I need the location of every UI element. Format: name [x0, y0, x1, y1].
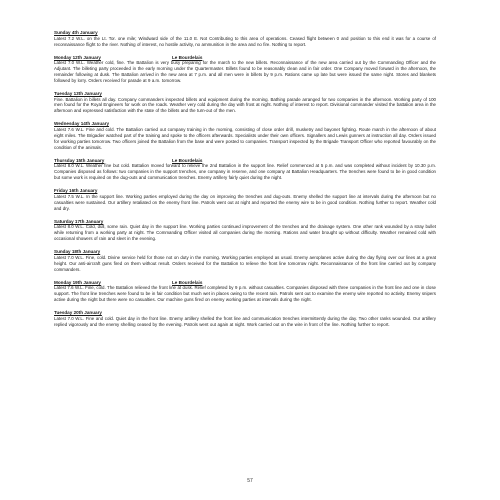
diary-entry	[54, 158, 436, 181]
diary-entry	[54, 121, 436, 150]
entry-text: Latest 8.0 W.L. Weather fine but cold. Battalion moved forward to relieve the 2nd Battalion in the support line. Relief commenced at 5 p.m. and was completed without incident by 10.30 p.m. Companies disposed as follows: two companies in the support trenches, one company in reserve, and one company at Battalion Headquarters. The trenches were found to be in good condition but some work is required on the dug-outs and communication trenches. Enemy artillery fairly quiet during the night.	[54, 163, 436, 181]
entry-date: Tuesday 13th January	[54, 90, 102, 96]
diary-body	[54, 30, 436, 335]
entry-date: Sunday 18th January	[54, 249, 101, 255]
entry-text: Fine. Battalion in billets all day. Company commanders inspected billets and equipment during the morning. Bathing parade arranged for two companies in the afternoon. Working party of 100 men found for the Royal Engineers for work on the roads. Weather very cold during the day with frost at night. Nothing of interest to report. Divisional commander visited the battalion area in the afternoon and expressed satisfaction with the state of the billets and the turn-out of the men.	[54, 96, 436, 114]
diary-entry	[54, 55, 436, 84]
entry-text: Latest 7.0 W.L. Fine and cold. Quiet day in the front line. Enemy artillery shelled the front line and communication trenches intermittently during the day. Two other ranks wounded. Our artillery replied vigorously and the enemy shelling ceased by the evening. Patrols went out again at night. Work carried out on the wire in front of the line. Nothing further to report.	[54, 315, 436, 327]
diary-entry	[54, 280, 436, 303]
entry-date: Wednesday 14th January	[54, 121, 110, 127]
entry-date: Monday 12th January	[54, 54, 101, 60]
diary-entry	[54, 30, 436, 48]
entry-text: Latest 7.0 W.L. Fine, cold. Divine service held for those not on duty in the morning. Working parties employed as usual. Enemy aeroplanes active during the day flying over our lines at a great height. Our anti-aircraft guns fired on them without result. Orders received for the Battalion to relieve the front line tomorrow night. Reconnaissance of the front line carried out by company commanders.	[54, 254, 436, 272]
entry-text: Latest 7.0 W.L. Weather cold, fine. The Battalion is very busy preparing for the march to the new billets. Reconnaissance of the new area carried out by the Commanding Officer and the Adjutant. The billeting party proceeded in the early morning under the Quartermaster. Billets found to be reasonably clean and in fair order. One Company moved forward in the afternoon, the remainder following at dusk. The Battalion arrived in the new area at 7 p.m. and all men were in billets by 9 p.m. Rations came up late but were issued the same night. Stores and blankets followed by lorry. Orders received for parade at 9 a.m. tomorrow.	[54, 60, 436, 83]
diary-entry	[54, 188, 436, 211]
entry-place: Le Bourdelais	[172, 157, 203, 163]
entry-text: Latest 7.6 W.L. Fine, cold. The Battalion relieved the front line at dusk. Relief completed by 9 p.m. without casualties. Companies disposed with three companies in the front line and one in close support. The front line trenches were found to be in fair condition but much wet in places owing to the recent rain. Patrols sent out to examine the enemy wire reported no activity. Enemy snipers active during the night but there were no casualties. Our machine guns fired on enemy working parties at intervals during the night.	[54, 285, 436, 303]
entry-date: Saturday 17th January	[54, 218, 104, 224]
entry-date: Sunday 4th January	[54, 30, 98, 35]
entry-text: Latest 7.2 W.L. on the Lt. Tor. one mile; Windward side of the 11.0 E. Not Contributing to this area of operations. Ceased flight between 0 and position to this end it was for a course of reconnaissance flight to the river. Nothing of interest, no hostile activity, no ammunition in the area and no fire. Nothing to report.	[54, 35, 436, 47]
entry-date: Monday 19th January	[54, 279, 101, 285]
entry-date: Friday 16th January	[54, 188, 98, 194]
diary-entry	[54, 310, 436, 328]
diary-entry	[54, 91, 436, 114]
diary-entry	[54, 249, 436, 272]
page-number: 57	[247, 478, 253, 484]
entry-text: Latest 7.6 W.L. Fine and cold. The Battalion carried out company training in the morning, consisting of close order drill, musketry and bayonet fighting. Route march in the afternoon of about eight miles. The Brigadier watched part of the training and spoke to the officers afterwards. Specialists under their own officers. Signallers and Lewis gunners at instruction all day. Orders issued for working parties tomorrow. Two officers joined the Battalion from the base and were posted to companies. Transport inspected by the Brigade Transport Officer who reported favourably on the condition of the animals.	[54, 126, 436, 150]
entry-date: Thursday 15th January	[54, 157, 105, 163]
entry-date: Tuesday 20th January	[54, 310, 102, 316]
diary-entry	[54, 219, 436, 242]
entry-text: Latest 7.5 W.L. In the support line. Working parties employed during the day on improving the trenches and dug-outs. Enemy shelled the support line at intervals during the afternoon but no casualties were sustained. Our artillery retaliated on the enemy front line. Patrols went out at night and reported the enemy wire to be in good condition. Nothing further to report. Weather cold and dry.	[54, 193, 436, 211]
entry-place: Le Bourdelais	[172, 54, 203, 60]
entry-text: Latest 8.0 W.L. Cold, dull, some rain. Quiet day in the support line. Working parties continued improvement of the trenches and the drainage system. One other rank wounded by a stray bullet while returning from a working party at night. The Commanding Officer visited all companies during the morning. Rations and water brought up without difficulty. Weather remained cold with occasional showers of rain and sleet in the evening.	[54, 224, 436, 242]
entry-place: Le Bourdelais	[172, 279, 203, 285]
